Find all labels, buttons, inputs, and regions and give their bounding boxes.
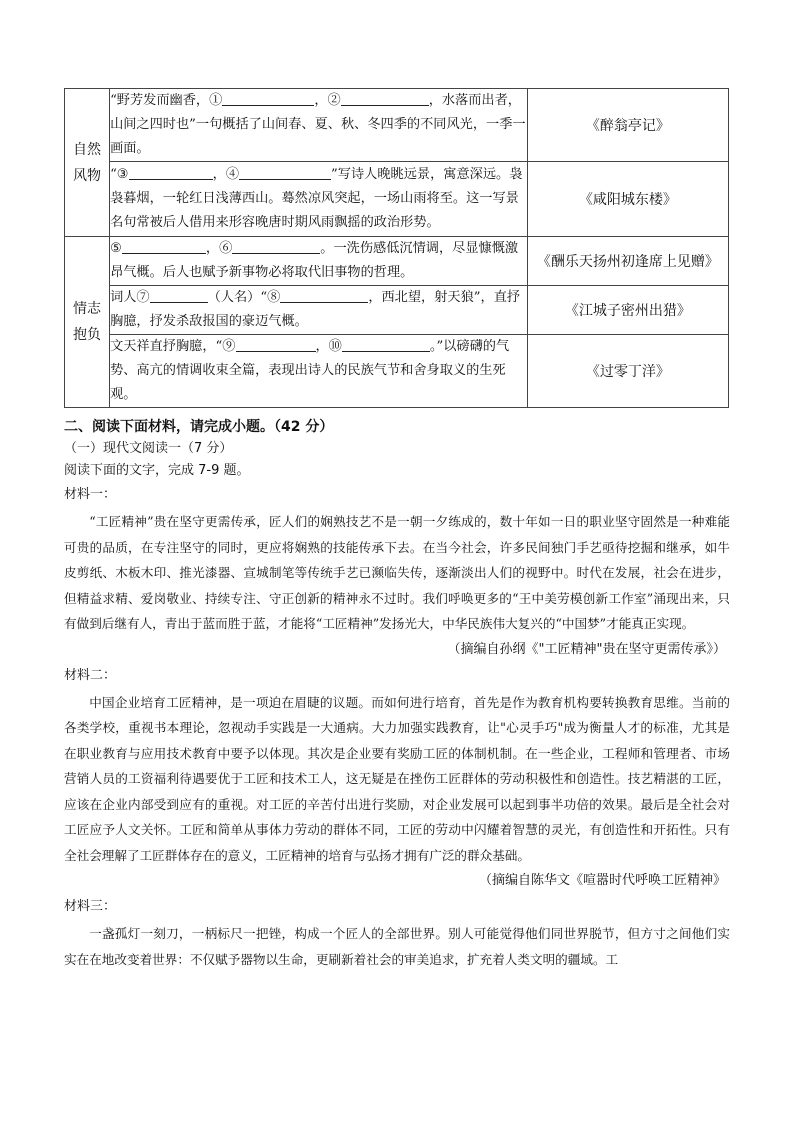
- category-label: 情志: [73, 301, 102, 317]
- material-text: 中国企业培育工匠精神，是一项迫在眉睫的议题。而如何进行培育，首先是作为教育机构要转换教育思维。当前的各类学校，重视书本理论，忽视动手实践是一大通病。大力加强实践教育，让"心灵手巧"成为衡量人才的标准，尤其是在职业教育与应用技术教育中要予以体现。其次是企业要有奖励工匠的体制机制。在一些企业，工程师和管理者、市场营销人员的工资福利待遇要优于工匠和技术工人，这无疑是在挫伤工匠群体的劳动积极性和创造性。技艺精湛的工匠，应该在企业内部受到应有的重视。对工匠的辛苦付出进行奖励，对企业发展可以起到事半功倍的效果。最后是全社会对工匠应予人文关怀。工匠和简单从事体力劳动的群体不同，工匠的劳动中闪耀着智慧的灵光，有创造性和开拓性。只有全社会理解了工匠群体存在的意义，工匠精神的培育与弘扬才拥有广泛的群众基础。: [64, 694, 730, 863]
- content-cell: “③ ，④ ”写诗人晚眺远景，寓意深远。袅袅暮烟，一轮红日浅薄西山。蓦然凉风突起，一场山雨将至。这一写景名句常被后人借用来形容晚唐时期风雨飘摇的政治形势。: [110, 162, 528, 237]
- answer-blank-9[interactable]: [236, 336, 316, 352]
- material-label: 材料三：: [64, 899, 117, 914]
- content-cell: 文天祥直抒胸臆，“⑨ ，⑩ 。”以磅礴的气势、高亢的情调收束全篇，表现出诗人的民族气节和舍身取义的生死观。: [110, 335, 528, 408]
- source-cell: 《江城子密州出猎》: [527, 286, 728, 335]
- instruction: 阅读下面的文字，完成 7-9 题。: [64, 463, 250, 478]
- category-label: 抱负: [73, 327, 102, 343]
- answer-blank-8[interactable]: [280, 287, 368, 303]
- answer-blank-3[interactable]: [129, 164, 213, 180]
- answer-blank-2[interactable]: [341, 90, 429, 106]
- material-text: “工匠精神”贵在坚守更需传承，匠人们的娴熟技艺不是一朝一夕练成的，数十年如一日的职业坚守固然是一种难能可贵的品质，在专注坚守的同时，更应将娴熟的技能传承下去。在当今社会，许多民间独门手艺亟待挖掘和继承，如牛皮剪纸、木板木印、推光漆器、宣城制笔等传统手艺已濒临失传，逐渐淡出人们的视野中。时代在发展，社会在进步，但精益求精、爱岗敬业、持续专注、守正创新的精神永不过时。我们呼唤更多的“王中美劳模创新工作室”涌现出来，只有做到后继有人，青出于蓝而胜于蓝，才能将“工匠精神”发扬光大，中华民族伟大复兴的“中国梦”才能真正实现。: [64, 514, 730, 631]
- source-cell: 《酬乐天扬州初逢席上见赠》: [527, 237, 728, 286]
- answer-blank-10[interactable]: [342, 336, 430, 352]
- answer-blank-5[interactable]: [122, 238, 206, 254]
- source-cell: 《醉翁亭记》: [527, 89, 728, 162]
- material-citation: （摘编自陈华文《喧嚣时代呼唤工匠精神》: [478, 873, 726, 888]
- page: [64, 88, 730, 972]
- source-cell: 《咸阳城东楼》: [527, 162, 728, 237]
- material-citation: （摘编自孙纲《"工匠精神"贵在坚守更需传承》）: [447, 641, 726, 657]
- content-cell: 词人⑦ （人名）“⑧ ，西北望，射天狼”，直抒胸臆，抒发杀敌报国的豪迈气概。: [110, 286, 528, 335]
- answer-blank-1[interactable]: [222, 90, 314, 106]
- fill-in-table: [64, 88, 729, 408]
- table-row: [65, 335, 729, 408]
- category-label: 风物: [73, 167, 102, 184]
- table-row: [65, 237, 729, 286]
- source-cell: 《过零丁洋》: [527, 335, 728, 408]
- section-title: 二、阅读下面材料，请完成小题。（42 分）: [64, 419, 334, 435]
- table-row: [65, 89, 729, 162]
- category-cell: [65, 237, 110, 408]
- answer-blank-7[interactable]: [150, 287, 208, 303]
- answer-blank-4[interactable]: [239, 164, 331, 180]
- category-cell: [65, 89, 110, 237]
- table-row: [65, 162, 729, 237]
- subsection-title: （一）现代文阅读一（7 分）: [64, 441, 233, 456]
- material-label: 材料一：: [64, 487, 117, 502]
- content-cell: “野芳发而幽香，① ，② ，水落而出者，山间之四时也”一句概括了山间春、夏、秋、冬四季的不同风光，一季一画面。: [110, 89, 528, 162]
- material-text: 一盏孤灯一刻刀，一柄标尺一把锉，构成一个匠人的全部世界。别人可能觉得他们同世界脱节，但方寸之间他们实实在在地改变着世界：不仅赋予器物以生命，更刷新着社会的审美追求，扩充着人类文明的疆域。工: [64, 926, 730, 967]
- content-cell: ⑤ ，⑥ 。一洗伤感低沉情调，尽显慷慨激昂气概。后人也赋予新事物必将取代旧事物的哲理。: [110, 237, 528, 286]
- table-row: [65, 286, 729, 335]
- answer-blank-6[interactable]: [232, 238, 320, 254]
- material-label: 材料二：: [64, 667, 117, 683]
- category-label: 自然: [73, 141, 102, 158]
